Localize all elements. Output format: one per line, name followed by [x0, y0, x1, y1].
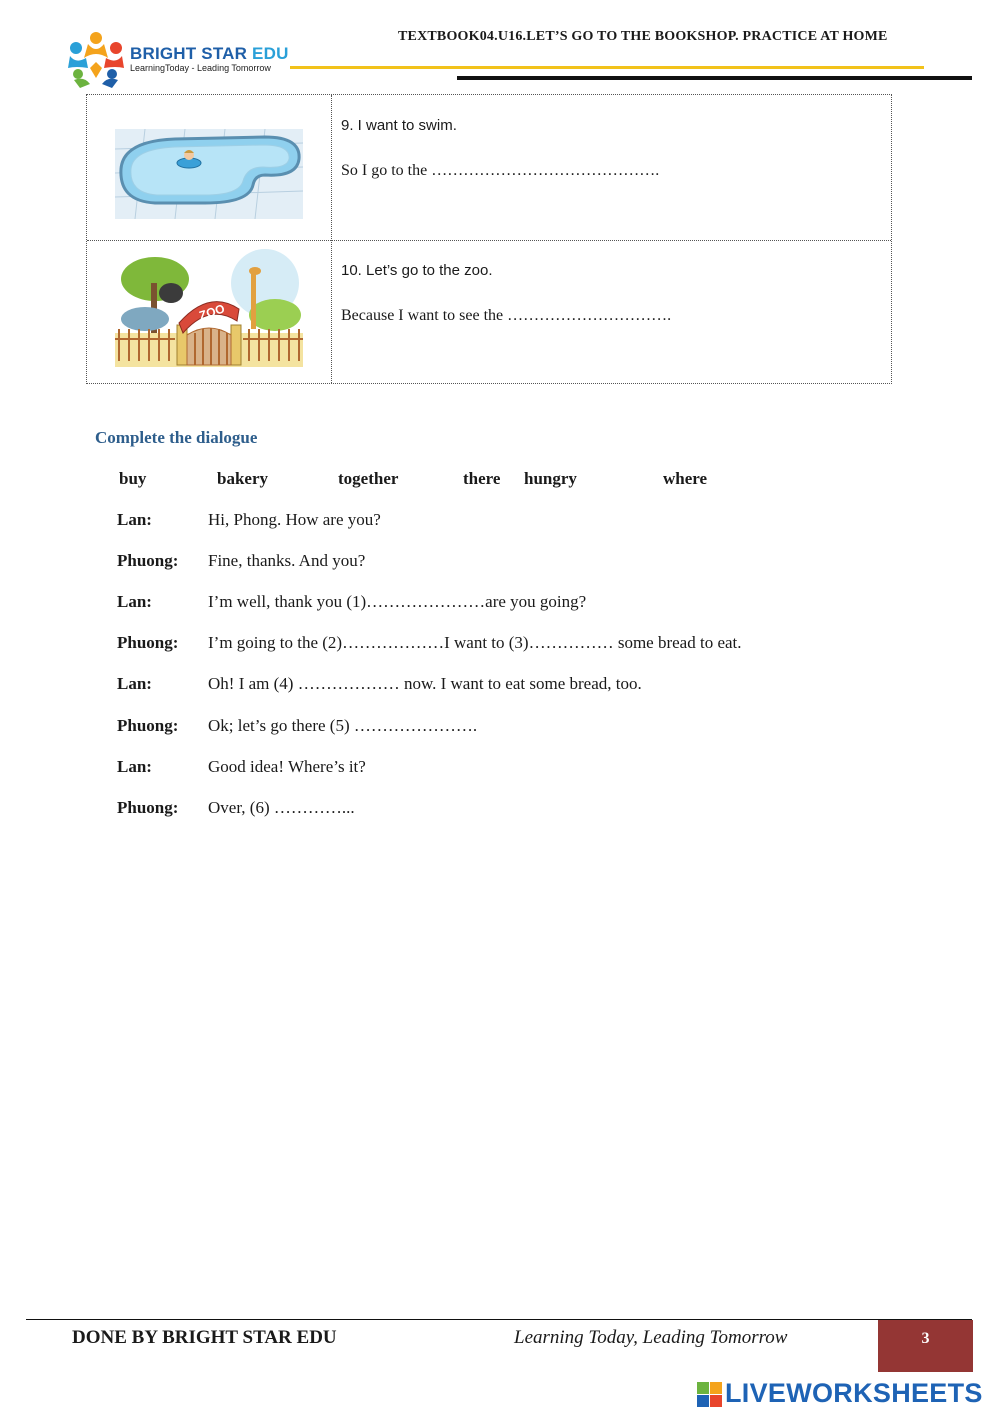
dialogue-speaker: Phuong:	[117, 633, 179, 652]
table-divider-vertical	[331, 95, 332, 383]
dialogue-line: Good idea! Where’s it?	[208, 757, 366, 776]
page-header-title: TEXTBOOK04.U16.LET’S GO TO THE BOOKSHOP. PRACTICE AT HOME	[398, 29, 888, 44]
word-bank-item: together	[338, 469, 399, 488]
dialogue-speaker: Lan:	[117, 592, 152, 611]
footer-credit: DONE BY BRIGHT STAR EDU	[72, 1327, 337, 1348]
question-10-text: 10. Let’s go to the zoo.	[341, 262, 493, 279]
header-rule-black	[457, 76, 972, 80]
swimming-pool-illustration	[115, 123, 303, 221]
liveworksheets-watermark[interactable]	[697, 1378, 995, 1410]
brand-name: BRIGHT STAR EDU	[130, 44, 289, 63]
liveworksheets-wordmark: LIVEWORKSHEETS	[725, 1378, 983, 1408]
exercise-table	[86, 94, 892, 384]
zoo-sign-text: ZOO	[197, 301, 227, 323]
question-9-text: 9. I want to swim.	[341, 117, 457, 134]
dialogue-line-blank-6[interactable]: Over, (6) …………...	[208, 798, 355, 817]
zoo-gate-illustration	[115, 243, 303, 367]
dialogue-line-blank-1[interactable]: I’m well, thank you (1)…………………are you going?	[208, 592, 587, 611]
footer-motto: Learning Today, Leading Tomorrow	[514, 1327, 788, 1348]
table-divider-horizontal	[87, 240, 891, 241]
dialogue-speaker: Lan:	[117, 757, 152, 776]
star-people-icon	[66, 28, 126, 90]
question-10-answer-line[interactable]: Because I want to see the ………………………….	[341, 307, 672, 324]
dialogue-line-blank-2-3[interactable]: I’m going to the (2)………………I want to (3)…………… some bread to eat.	[208, 633, 742, 652]
liveworksheets-logo-icon	[697, 1382, 723, 1408]
dialogue-section-title: Complete the dialogue	[95, 428, 258, 447]
dialogue-speaker: Phuong:	[117, 551, 179, 570]
dialogue-speaker: Phuong:	[117, 716, 179, 735]
brand-logo	[66, 28, 289, 90]
footer-rule	[26, 1319, 972, 1320]
page-number: 3	[921, 1330, 930, 1347]
word-bank-item: buy	[119, 469, 147, 488]
dialogue-speaker: Lan:	[117, 510, 152, 529]
word-bank-item: bakery	[217, 469, 268, 488]
dialogue-speaker: Phuong:	[117, 798, 179, 817]
word-bank-item: where	[663, 469, 708, 488]
header-rule-yellow	[290, 66, 924, 69]
word-bank-item: there	[463, 469, 501, 488]
dialogue-line-blank-4[interactable]: Oh! I am (4) ……………… now. I want to eat some bread, too.	[208, 674, 642, 693]
dialogue-speaker: Lan:	[117, 674, 152, 693]
dialogue-line: Fine, thanks. And you?	[208, 551, 366, 570]
page-number-box	[878, 1320, 973, 1372]
dialogue-line: Hi, Phong. How are you?	[208, 510, 381, 529]
question-9-answer-line[interactable]: So I go to the …………………………………….	[341, 162, 660, 179]
word-bank-item: hungry	[524, 469, 577, 488]
brand-tagline: LearningToday - Leading Tomorrow	[130, 63, 271, 73]
dialogue-line-blank-5[interactable]: Ok; let’s go there (5) ………………….	[208, 716, 478, 735]
